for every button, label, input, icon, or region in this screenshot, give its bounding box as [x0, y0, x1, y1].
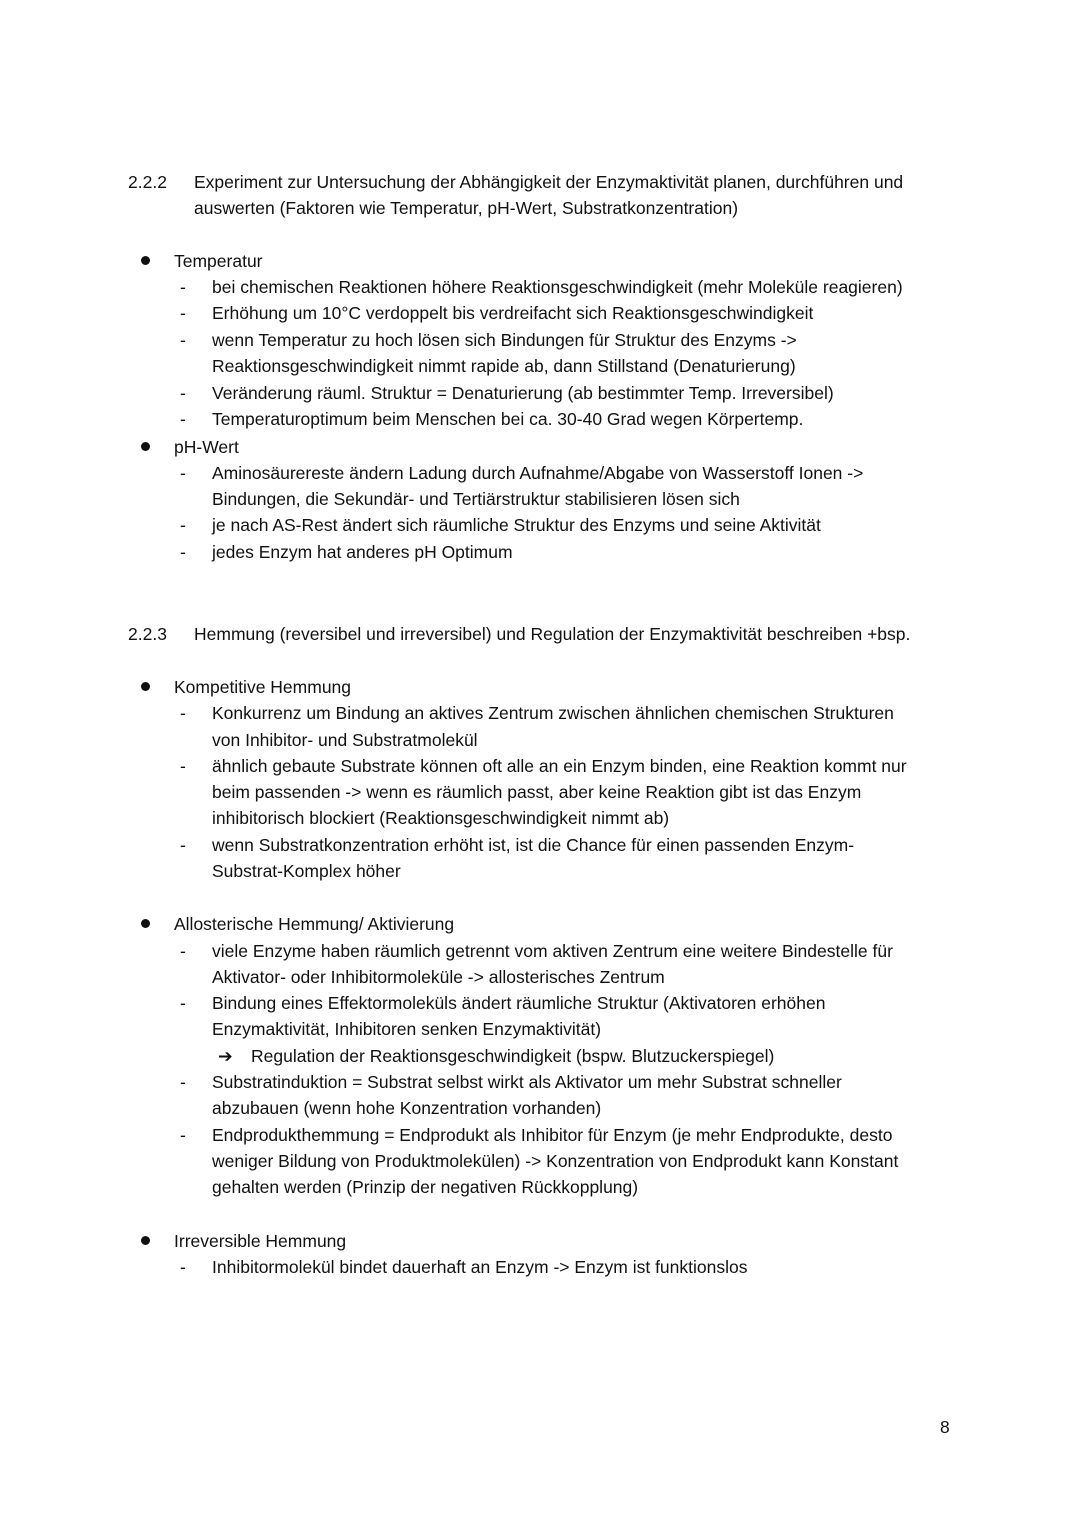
dash-marker: -	[180, 515, 186, 535]
list-item: Veränderung räuml. Struktur = Denaturierung (ab bestimmter Temp. Irreversibel)	[212, 383, 834, 403]
section-title-line: auswerten (Faktoren wie Temperatur, pH-Wert, Substratkonzentration)	[194, 198, 739, 218]
list-item-continuation: Bindungen, die Sekundär- und Tertiärstruktur stabilisieren lösen sich	[212, 489, 740, 509]
list-item: je nach AS-Rest ändert sich räumliche Struktur des Enzyms und seine Aktivität	[212, 515, 821, 535]
bullet-icon	[141, 1236, 150, 1245]
topic-heading: Kompetitive Hemmung	[174, 677, 352, 697]
section-number: 2.2.2	[128, 172, 167, 192]
list-item-continuation: Aktivator- oder Inhibitormoleküle -> allosterisches Zentrum	[212, 967, 665, 987]
list-item: Substratinduktion = Substrat selbst wirkt als Aktivator um mehr Substrat schneller	[212, 1072, 842, 1092]
arrow-right-icon: ➔	[218, 1046, 233, 1066]
dash-marker: -	[180, 277, 186, 297]
list-item: wenn Temperatur zu hoch lösen sich Bindungen für Struktur des Enzyms ->	[212, 330, 797, 350]
list-item-continuation: abzubauen (wenn hohe Konzentration vorhanden)	[212, 1098, 602, 1118]
topic-heading: Irreversible Hemmung	[174, 1231, 347, 1251]
dash-marker: -	[180, 303, 186, 323]
section-title-line: Experiment zur Untersuchung der Abhängigkeit der Enzymaktivität planen, durchführen und	[194, 172, 904, 192]
dash-marker: -	[180, 330, 186, 350]
dash-marker: -	[180, 993, 186, 1013]
list-item: wenn Substratkonzentration erhöht ist, ist die Chance für einen passenden Enzym-	[212, 835, 855, 855]
dash-marker: -	[180, 409, 186, 429]
list-item: Aminosäurereste ändern Ladung durch Aufnahme/Abgabe von Wasserstoff Ionen ->	[212, 463, 864, 483]
dash-marker: -	[180, 756, 186, 776]
list-item: Temperaturoptimum beim Menschen bei ca. 30-40 Grad wegen Körpertemp.	[212, 409, 804, 429]
list-item-continuation: beim passenden -> wenn es räumlich passt, aber keine Reaktion gibt ist das Enzym	[212, 782, 862, 802]
dash-marker: -	[180, 1072, 186, 1092]
dash-marker: -	[180, 383, 186, 403]
dash-marker: -	[180, 542, 186, 562]
dash-marker: -	[180, 1125, 186, 1145]
topic-heading: pH-Wert	[174, 437, 239, 457]
list-item-continuation: weniger Bildung von Produktmolekülen) -> Konzentration von Endprodukt kann Konstant	[212, 1151, 899, 1171]
list-item-continuation: Enzymaktivität, Inhibitoren senken Enzymaktivität)	[212, 1019, 602, 1039]
dash-marker: -	[180, 463, 186, 483]
list-item: jedes Enzym hat anderes pH Optimum	[212, 542, 513, 562]
list-item-continuation: von Inhibitor- und Substratmolekül	[212, 730, 478, 750]
bullet-icon	[141, 919, 150, 928]
section-title-line: Hemmung (reversibel und irreversibel) und Regulation der Enzymaktivität beschreiben +bsp.	[194, 624, 911, 644]
bullet-icon	[141, 682, 150, 691]
section-number: 2.2.3	[128, 624, 167, 644]
dash-marker: -	[180, 941, 186, 961]
dash-marker: -	[180, 835, 186, 855]
dash-marker: -	[180, 703, 186, 723]
dash-marker: -	[180, 1257, 186, 1277]
list-item: viele Enzyme haben räumlich getrennt vom aktiven Zentrum eine weitere Bindestelle für	[212, 941, 893, 961]
list-item: ähnlich gebaute Substrate können oft alle an ein Enzym binden, eine Reaktion kommt nur	[212, 756, 907, 776]
list-item-continuation: Reaktionsgeschwindigkeit nimmt rapide ab, dann Stillstand (Denaturierung)	[212, 356, 796, 376]
bullet-icon	[141, 442, 150, 451]
list-item: Erhöhung um 10°C verdoppelt bis verdreifacht sich Reaktionsgeschwindigkeit	[212, 303, 814, 323]
list-item: Endprodukthemmung = Endprodukt als Inhibitor für Enzym (je mehr Endprodukte, desto	[212, 1125, 893, 1145]
list-item-continuation: inhibitorisch blockiert (Reaktionsgeschwindigkeit nimmt ab)	[212, 808, 670, 828]
list-item: Konkurrenz um Bindung an aktives Zentrum zwischen ähnlichen chemischen Strukturen	[212, 703, 894, 723]
page-number: 8	[940, 1417, 950, 1437]
list-item-continuation: Substrat-Komplex höher	[212, 861, 401, 881]
arrow-note: Regulation der Reaktionsgeschwindigkeit (bspw. Blutzuckerspiegel)	[251, 1046, 775, 1066]
list-item-continuation: gehalten werden (Prinzip der negativen Rückkopplung)	[212, 1177, 639, 1197]
topic-heading: Temperatur	[174, 251, 263, 271]
list-item: Bindung eines Effektormoleküls ändert räumliche Struktur (Aktivatoren erhöhen	[212, 993, 826, 1013]
bullet-icon	[141, 256, 150, 265]
list-item: bei chemischen Reaktionen höhere Reaktionsgeschwindigkeit (mehr Moleküle reagieren)	[212, 277, 903, 297]
list-item: Inhibitormolekül bindet dauerhaft an Enzym -> Enzym ist funktionslos	[212, 1257, 748, 1277]
topic-heading: Allosterische Hemmung/ Aktivierung	[174, 914, 455, 934]
